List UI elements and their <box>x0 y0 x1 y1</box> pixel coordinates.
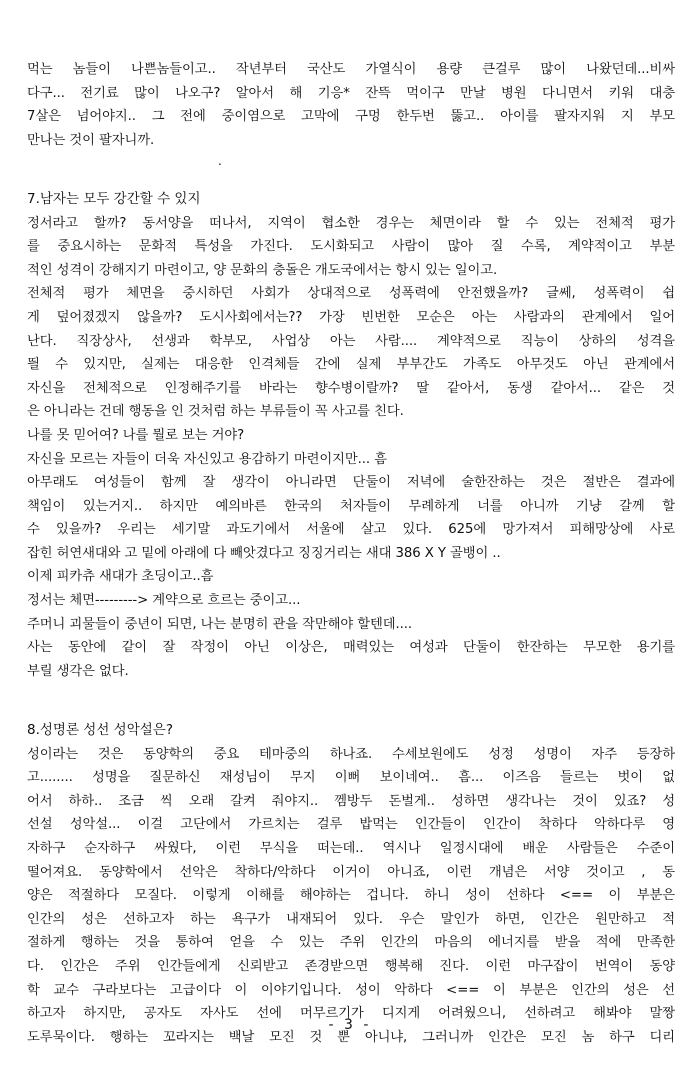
page-number: - 3 - <box>328 1017 372 1033</box>
text-line: 자하구 순자하구 싸웠다, 이런 무식을 떠는데.. 역시나 일정시대에 배운 사람들은 수준이 <box>27 841 675 856</box>
text-line: 다구... 전기료 많이 나오구? 알아서 해 기응* 잔뜩 먹이구 만날 병원 다니면서 키워 대충 <box>27 85 675 101</box>
text-line: 게 덮어졌겠지 않을까? 도시사회에서는?? 가장 빈번한 모순은 아는 사람과의 관계에서 일어 <box>27 309 675 325</box>
text-line: 수 있을까? 우리는 세기말 과도기에서 서울에 살고 있다. 625에 망가져서 피해망상에 사로 <box>27 522 675 538</box>
text-line: 책임이 있는거지.. 하지만 예의바른 한국의 처자들이 무례하게 너를 아니까 기냥 갈께 할 <box>27 498 675 514</box>
text-line: 떨어져요. 동양학에서 선악은 착하다/악하다 이거이 아니죠, 이런 개념은 서양 것이고 , 동 <box>27 864 675 880</box>
text-line: 하고자 하지만, 공자도 자사도 선에 머무르기가 디지게 어려웠으니, 선하려고 해봐야 말짱 <box>27 1006 675 1022</box>
page-body <box>27 58 675 1049</box>
text-line: 학 교수 구라보다는 고급이다 이 이야기입니다. 성이 악하다 <== 이 부분은 인간의 성은 선 <box>27 982 675 998</box>
stray-dot: . <box>218 154 222 168</box>
text-line: 아무래도 여성들이 함께 잘 생각이 아니라면 단둘이 저녁에 술한잔하는 것은 절반은 결과에 <box>27 475 675 491</box>
text-line: 정서라고 할까? 동서양을 떠나서, 지역이 협소한 경우는 체면이라 할 수 있는 전체적 평가 <box>27 215 675 231</box>
text-line: 주머니 괴물들이 중년이 되면, 나는 분명히 관을 작만해야 할텐데.... <box>27 616 413 632</box>
text-line: 인간의 성은 선하고자 하는 욕구가 내재되어 있다. 우슨 말인가 하면, 인간은 원만하고 적 <box>27 911 675 927</box>
text-line: 적인 성격이 강해지기 마련이고, 양 문화의 충돌은 개도국에서는 항시 있는 일이고. <box>27 262 498 278</box>
text-line: 양은 적절하다 모질다. 이렇게 이해를 해야하는 겁니다. 하니 성이 선하다 <== 이 부분은 <box>27 888 675 904</box>
section-8 <box>27 719 675 1049</box>
text-line: 성이라는 것은 동양학의 중요 테마중의 하나죠. 수세보원에도 성정 성명이 자주 등장하 <box>27 746 675 762</box>
text-line: 도루묵이다. 행하는 꼬라지는 백날 모진 것 뿐 아니냐, 그러니까 인간은 모진 놈 하구 디리 <box>27 1029 675 1045</box>
text-line: 만나는 것이 팔자니까. <box>27 132 155 148</box>
text-line: 다. 인간은 주위 인간들에게 신뢰받고 존경받으면 행복해 진다. 이런 마구잡이 번역이 동양 <box>27 958 675 974</box>
text-line: 부릴 생각은 없다. <box>27 663 129 679</box>
text-line: 7살은 넘어야지.. 그 전에 중이염으로 고막에 구멍 한두번 뚫고.. 아이를 팔자지워 지 부모 <box>27 109 675 125</box>
section-8-title: 8.성명론 성선 성악설은? <box>27 722 173 739</box>
text-line: 정서는 체면---------> 계약으로 흐르는 중이고... <box>27 593 301 609</box>
blank-line <box>27 707 675 719</box>
text-line: 사는 동안에 같이 잘 작정이 아닌 이상은, 매력있는 여성과 단둘이 한잔하는 무모한 용기를 <box>27 640 675 656</box>
text-line: 난다. 직장상사, 선생과 학부모, 사업상 아는 사람.... 계약적으로 직능이 상하의 성격을 <box>27 333 675 349</box>
section-7-title: 7.남자는 모두 강간할 수 있지 <box>27 190 201 207</box>
blank-line <box>27 683 675 707</box>
text-line: 절하게 행하는 것을 통하여 얻을 수 있는 주위 인간의 마음의 에너지를 받을 적에 만족한 <box>27 935 675 951</box>
text-line: 자신을 모르는 자들이 더욱 자신있고 용감하기 마련이지만... 흠 <box>27 451 387 467</box>
text-line: 먹는 놈들이 나쁜놈들이고.. 작년부터 국산도 가열식이 용량 큰걸루 많이 나왔던데...비싸 <box>27 62 675 77</box>
paragraph-1 <box>27 58 675 152</box>
text-line: 나를 못 믿어여? 나를 뭘로 보는 거야? <box>27 427 245 443</box>
text-line: 전체적 평가 체면을 중시하던 사회가 상대적으로 성폭력에 안전했을까? 글쎄, 성폭력이 쉽 <box>27 286 675 302</box>
text-line: 자신을 전체적으로 인정해주기를 바라는 향수병이랄까? 딸 같아서, 동생 같아서... 같은 것 <box>27 380 675 396</box>
text-line: 선설 성악설... 이걸 고단에서 가르치는 걸루 밥먹는 인간들이 인간이 착하다 악하다루 영 <box>27 817 675 833</box>
text-line: 고........ 성명을 질문하신 재성님이 무지 이뻐 보이네여.. 흠... 이즈음 들르는 벗이 없 <box>27 770 675 786</box>
section-7 <box>27 188 675 683</box>
text-line: 은 아니라는 건데 행동을 인 것처럼 하는 부류들이 꼭 사고를 친다. <box>27 404 404 420</box>
text-line: 잡힌 허연새대와 고 밑에 아래에 다 빼앗겼다고 징징거리는 새대 386 X Y 골뱅이 .. <box>27 545 501 561</box>
text-line: 를 중요시하는 문화적 특성을 가진다. 도시화되고 사람이 많아 질 수록, 계약적이고 부분 <box>27 239 675 255</box>
text-line: 이제 피카츄 새대가 초딩이고..흠 <box>27 569 214 585</box>
text-line: 어서 하하.. 조금 씩 오래 갈켜 줘야지.. 껨방두 돈벌게.. 성하면 생각나는 것이 있죠? 성 <box>27 793 675 809</box>
text-line: 띌 수 있지만, 실제는 대응한 인격체들 간에 실제 부부간도 가족도 아무것도 아닌 관계에서 <box>27 357 675 373</box>
blank-line <box>27 176 675 188</box>
blank-line <box>27 152 675 176</box>
